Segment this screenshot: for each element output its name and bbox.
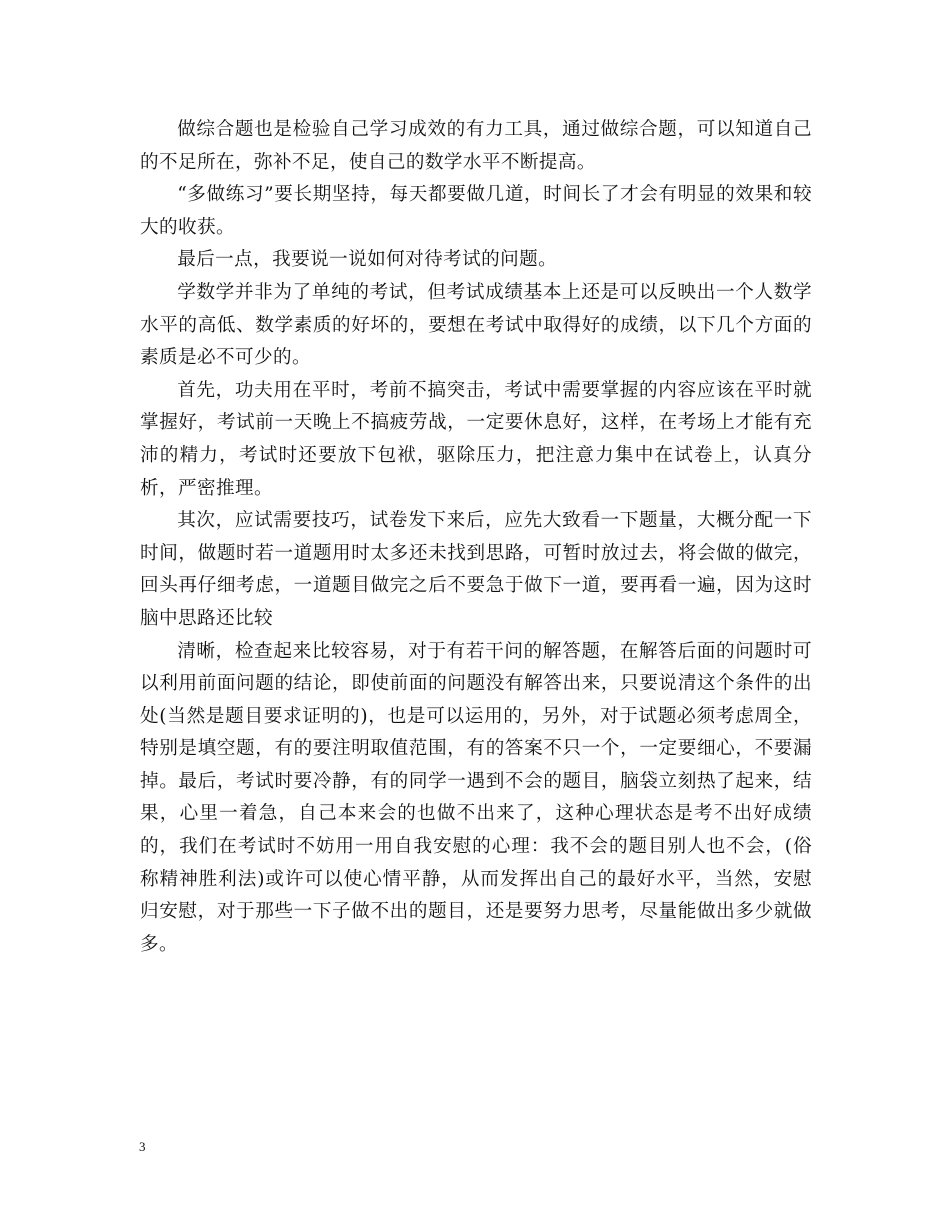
paragraph: “多做练习”要长期坚持，每天都要做几道，时间长了才会有明显的效果和较大的收获。 [140, 184, 812, 238]
paragraph: 其次，应试需要技巧，试卷发下来后，应先大致看一下题量，大概分配一下时间，做题时若一道题用时太多还未找到思路，可暂时放过去，将会做的做完，回头再仔细考虑，一道题目做完之后不要急于做下一道，要再看一遍，因为这时脑中思路还比较 [140, 510, 812, 629]
paragraph: 最后一点，我要说一说如何对待考试的问题。 [177, 249, 558, 271]
paragraph: 首先，功夫用在平时，考前不搞突击，考试中需要掌握的内容应该在平时就掌握好，考试前一天晚上不搞疲劳战，一定要休息好，这样，在考场上才能有充沛的精力，考试时还要放下包袱，驱除压力，把注意力集中在试卷上，认真分析，严密推理。 [140, 379, 812, 499]
paragraph: 做综合题也是检验自己学习成效的有力工具，通过做综合题，可以知道自己的不足所在，弥补不足，使自己的数学水平不断提高。 [140, 119, 812, 173]
document-body [140, 114, 812, 961]
paragraph: 清晰，检查起来比较容易，对于有若干问的解答题，在解答后面的问题时可以利用前面问题的结论，即使前面的问题没有解答出来，只要说清这个条件的出处(当然是题目要求证明的)，也是可以运用的，另外，对于试题必须考虑周全，特别是填空题，有的要注明取值范围，有的答案不只一个，一定要细心，不要漏掉。最后，考试时要冷静，有的同学一遇到不会的题目，脑袋立刻热了起来，结果，心里一着急，自己本来会的也做不出来了，这种心理状态是考不出好成绩的，我们在考试时不妨用一用自我安慰的心理：我不会的题目别人也不会，(俗称精神胜利法)或许可以使心情平静，从而发挥出自己的最好水平，当然，安慰归安慰，对于那些一下子做不出的题目，还是要努力思考，尽量能做出多少就做多。 [140, 640, 812, 955]
page-number: 3 [139, 1139, 146, 1154]
paragraph: 学数学并非为了单纯的考试，但考试成绩基本上还是可以反映出一个人数学水平的高低、数学素质的好坏的，要想在考试中取得好的成绩，以下几个方面的素质是必不可少的。 [140, 281, 812, 369]
